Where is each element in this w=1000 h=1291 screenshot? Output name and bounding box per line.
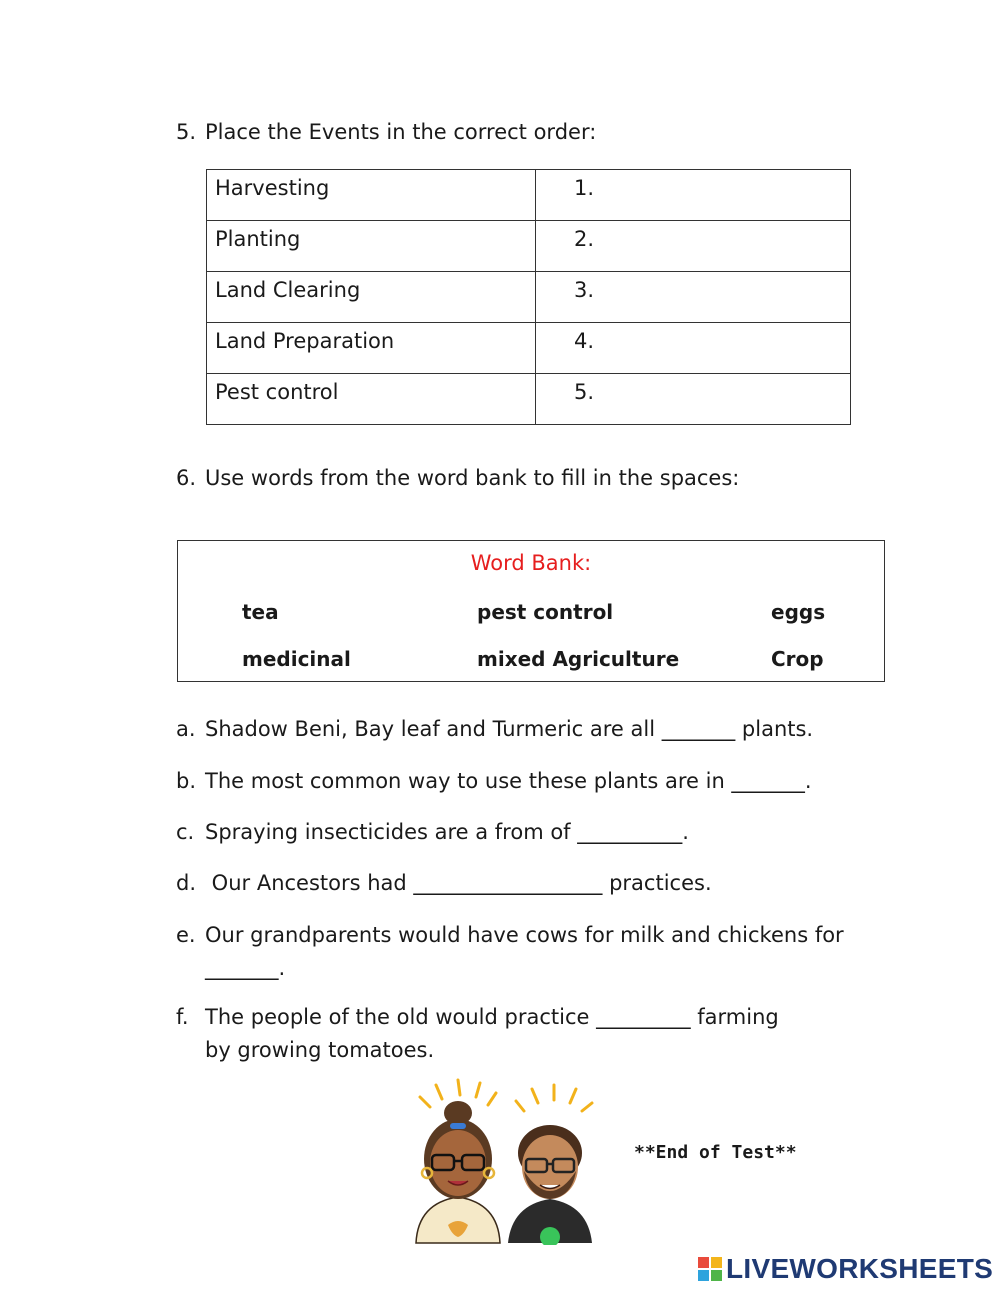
event-cell: Land Preparation bbox=[207, 323, 536, 374]
table-row bbox=[207, 272, 851, 323]
item-text: The people of the old would practice _________ farming bbox=[205, 1005, 779, 1029]
item-text: Our grandparents would have cows for milk and chickens for bbox=[205, 923, 844, 947]
man-avatar bbox=[508, 1125, 592, 1245]
order-slot[interactable]: 3. bbox=[536, 272, 851, 323]
table-row bbox=[207, 374, 851, 425]
item-c bbox=[0, 820, 1000, 850]
word-bank bbox=[177, 540, 885, 682]
word-bank-word: pest control bbox=[477, 600, 614, 624]
event-cell: Land Clearing bbox=[207, 272, 536, 323]
item-text: The most common way to use these plants are in _______. bbox=[205, 769, 812, 793]
order-slot[interactable]: 2. bbox=[536, 221, 851, 272]
word-bank-word: tea bbox=[242, 600, 279, 624]
question-6 bbox=[0, 466, 1000, 496]
mark-square bbox=[711, 1257, 722, 1268]
order-slot[interactable]: 4. bbox=[536, 323, 851, 374]
mark-square bbox=[711, 1270, 722, 1281]
mark-square bbox=[698, 1270, 709, 1281]
question-5 bbox=[0, 120, 1000, 150]
question-6-prompt: Use words from the word bank to fill in the spaces: bbox=[205, 466, 740, 490]
item-e bbox=[0, 923, 1000, 987]
liveworksheets-logo bbox=[698, 1252, 993, 1286]
event-cell: Planting bbox=[207, 221, 536, 272]
brand-name: LIVEWORKSHEETS bbox=[726, 1253, 994, 1284]
item-text: Our Ancestors had __________________ practices. bbox=[205, 871, 712, 895]
word-bank-word: mixed Agriculture bbox=[477, 647, 680, 671]
word-bank-word: Crop bbox=[771, 647, 824, 671]
mark-square bbox=[698, 1257, 709, 1268]
item-d bbox=[0, 871, 1000, 901]
order-table bbox=[206, 169, 851, 425]
item-letter: e. bbox=[176, 923, 196, 947]
item-text: Spraying insecticides are a from of __________. bbox=[205, 820, 689, 844]
word-bank-word: medicinal bbox=[242, 647, 351, 671]
end-of-test-label: **End of Test** bbox=[634, 1142, 797, 1163]
item-b bbox=[0, 769, 1000, 799]
order-slot[interactable]: 1. bbox=[536, 170, 851, 221]
question-5-number: 5. bbox=[176, 120, 197, 144]
question-5-prompt: Place the Events in the correct order: bbox=[205, 120, 597, 144]
item-f bbox=[0, 1005, 1000, 1069]
item-letter: c. bbox=[176, 820, 195, 844]
table-row bbox=[207, 323, 851, 374]
question-6-number: 6. bbox=[176, 466, 197, 490]
sparkle-icon bbox=[420, 1080, 592, 1111]
woman-avatar bbox=[416, 1101, 500, 1243]
liveworksheets-mark-icon bbox=[698, 1257, 722, 1281]
order-slot[interactable]: 5. bbox=[536, 374, 851, 425]
item-a bbox=[0, 717, 1000, 747]
word-bank-word: eggs bbox=[771, 600, 826, 624]
table-row bbox=[207, 221, 851, 272]
event-cell: Pest control bbox=[207, 374, 536, 425]
teacher-avatars-illustration bbox=[408, 1075, 608, 1245]
item-letter: f. bbox=[176, 1005, 189, 1029]
item-letter: d. bbox=[176, 871, 197, 895]
item-letter: b. bbox=[176, 769, 197, 793]
event-cell: Harvesting bbox=[207, 170, 536, 221]
word-bank-title: Word Bank: bbox=[470, 551, 592, 575]
item-text: Shadow Beni, Bay leaf and Turmeric are all _______ plants. bbox=[205, 717, 814, 741]
item-letter: a. bbox=[176, 717, 196, 741]
table-row bbox=[207, 170, 851, 221]
item-text-continued: by growing tomatoes. bbox=[205, 1038, 435, 1062]
item-text-continued: _______. bbox=[205, 956, 286, 980]
